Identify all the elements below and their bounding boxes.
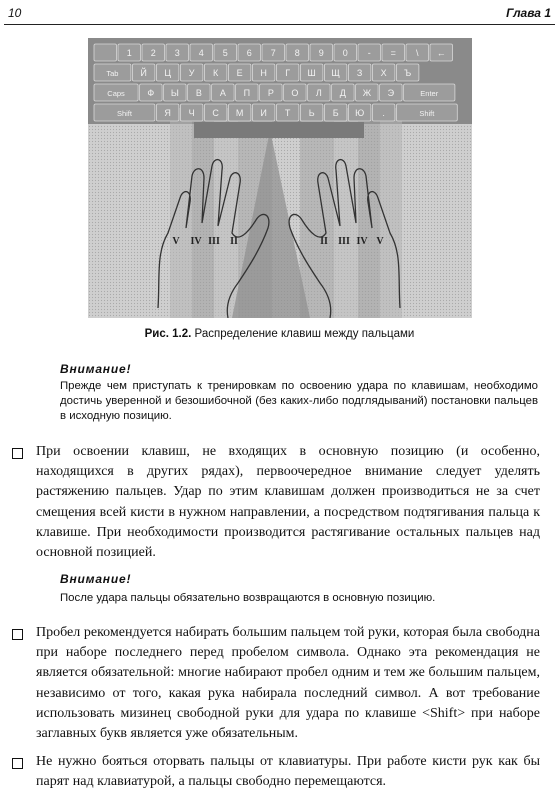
right-finger-number: II bbox=[320, 236, 328, 247]
key-label: Я bbox=[164, 108, 171, 118]
right-finger-number: V bbox=[376, 236, 384, 247]
key-label: - bbox=[367, 48, 371, 58]
left-finger-number: IV bbox=[190, 236, 202, 247]
key-label: 6 bbox=[246, 48, 252, 58]
key-label: Ъ bbox=[404, 68, 412, 78]
key-label: = bbox=[390, 48, 396, 58]
key-label: М bbox=[235, 108, 244, 118]
key-label: Ц bbox=[164, 68, 171, 78]
key bbox=[94, 44, 117, 61]
zone-left-middle bbox=[214, 108, 238, 318]
key-label: 7 bbox=[270, 48, 276, 58]
paragraph: Не нужно бояться оторвать пальцы от клавиатуры. При работе кисти рук как бы парят над клавиатурой, а пальцы свободно перемещаются. bbox=[36, 754, 540, 790]
paragraph: При освоении клавиш, не входящих в основную позицию (и особенно, находящихся в других рядах), первоочередное внимание следует уделять растяжению пальцев. Удар по этим клавишам должен производиться не за счет смещения всей кисти в нужном направлении, а посредством подтягивания пальца к клавише. При необходимости производится растягивание остальных пальцев над основной позицией. bbox=[36, 444, 540, 561]
key-label: 3 bbox=[174, 48, 180, 58]
zone-right-ring bbox=[358, 108, 380, 318]
key-label: Ю bbox=[355, 108, 365, 118]
key-label: Б bbox=[332, 108, 339, 118]
header-rule bbox=[4, 24, 555, 25]
key-label: Р bbox=[267, 88, 274, 98]
left-finger-number: III bbox=[208, 236, 220, 247]
zone-right-index bbox=[300, 108, 334, 318]
key-label: Т bbox=[284, 108, 291, 118]
caption-text: Распределение клавиш между пальцами bbox=[191, 328, 415, 340]
key-label: Д bbox=[339, 88, 346, 98]
key-label: Ф bbox=[147, 88, 155, 98]
figure-caption bbox=[0, 328, 559, 340]
left-finger-number: V bbox=[172, 236, 180, 247]
key-label: Щ bbox=[331, 68, 340, 78]
key-label: 9 bbox=[318, 48, 324, 58]
key-label: П bbox=[243, 88, 251, 98]
key-label: Ь bbox=[308, 108, 315, 118]
keyboard-figure bbox=[88, 38, 472, 318]
key-label: Л bbox=[315, 88, 322, 98]
key-label: К bbox=[213, 68, 219, 78]
key-label: Enter bbox=[420, 89, 439, 98]
note-heading: Внимание! bbox=[60, 362, 132, 376]
page-number: 10 bbox=[8, 6, 22, 20]
key-label: 8 bbox=[294, 48, 300, 58]
key-label: А bbox=[219, 88, 226, 98]
key-label: 5 bbox=[222, 48, 228, 58]
bullet-checkbox-icon bbox=[12, 758, 23, 769]
key-label: \ bbox=[415, 48, 419, 58]
key-label: Е bbox=[236, 68, 243, 78]
key-label: Г bbox=[285, 68, 291, 78]
key-label: Ж bbox=[362, 88, 372, 98]
key-label: 0 bbox=[342, 48, 348, 58]
right-finger-number: IV bbox=[356, 236, 368, 247]
key-label: У bbox=[188, 68, 195, 78]
keyboard-illustration bbox=[88, 38, 472, 318]
key-label: 1 bbox=[126, 48, 132, 58]
space-bar bbox=[194, 122, 364, 138]
right-finger-number: III bbox=[338, 236, 350, 247]
key-label: Ы bbox=[170, 88, 179, 98]
key-label: Shift bbox=[116, 109, 132, 118]
bullet-checkbox-icon bbox=[12, 448, 23, 459]
key-label: Ч bbox=[188, 108, 195, 118]
running-header bbox=[0, 0, 559, 26]
key-label: . bbox=[382, 108, 385, 118]
key-label: Ш bbox=[307, 68, 316, 78]
caption-label: Рис. 1.2. bbox=[144, 328, 192, 340]
chapter-title: Глава 1 bbox=[506, 6, 551, 20]
key-label: Х bbox=[380, 68, 387, 78]
key-label: Caps bbox=[107, 89, 125, 98]
key-label: О bbox=[291, 88, 299, 98]
key-label: Э bbox=[387, 88, 395, 98]
paragraph: Пробел рекомендуется набирать большим пальцем той руки, которая была свободна при наборе последнего перед пробелом символа. Однако эта рекомендация не является обязательной: многие набирают пробел одним и тем же большим пальцем, независимо от того, какая рука набирала последний символ. А вот требование использовать мизинец свободной руки для удара по клавише <Shift> при наборе заглавных букв является уже обязательным. bbox=[36, 625, 540, 742]
key-label: В bbox=[195, 88, 202, 98]
key-label: 2 bbox=[150, 48, 156, 58]
note-text: Прежде чем приступать к тренировкам по освоению удара по клавишам, необходимо достичь уверенной и безошибочной (без каких-либо подглядываний) постановки пальцев в исходную позицию. bbox=[60, 380, 538, 422]
key-label: Н bbox=[260, 68, 267, 78]
key-label: С bbox=[212, 108, 219, 118]
bullet-checkbox-icon bbox=[12, 629, 23, 640]
key-label: ← bbox=[436, 48, 446, 58]
key-label: Tab bbox=[106, 69, 119, 78]
key-label: З bbox=[356, 68, 363, 78]
key-label: Й bbox=[140, 68, 147, 78]
note-text: После удара пальцы обязательно возвращаются в основную позицию. bbox=[60, 592, 436, 604]
left-finger-number: II bbox=[230, 236, 238, 247]
key-label: 4 bbox=[198, 48, 204, 58]
key-label: Shift bbox=[419, 109, 435, 118]
note-heading: Внимание! bbox=[60, 572, 132, 586]
key-label: И bbox=[260, 108, 267, 118]
